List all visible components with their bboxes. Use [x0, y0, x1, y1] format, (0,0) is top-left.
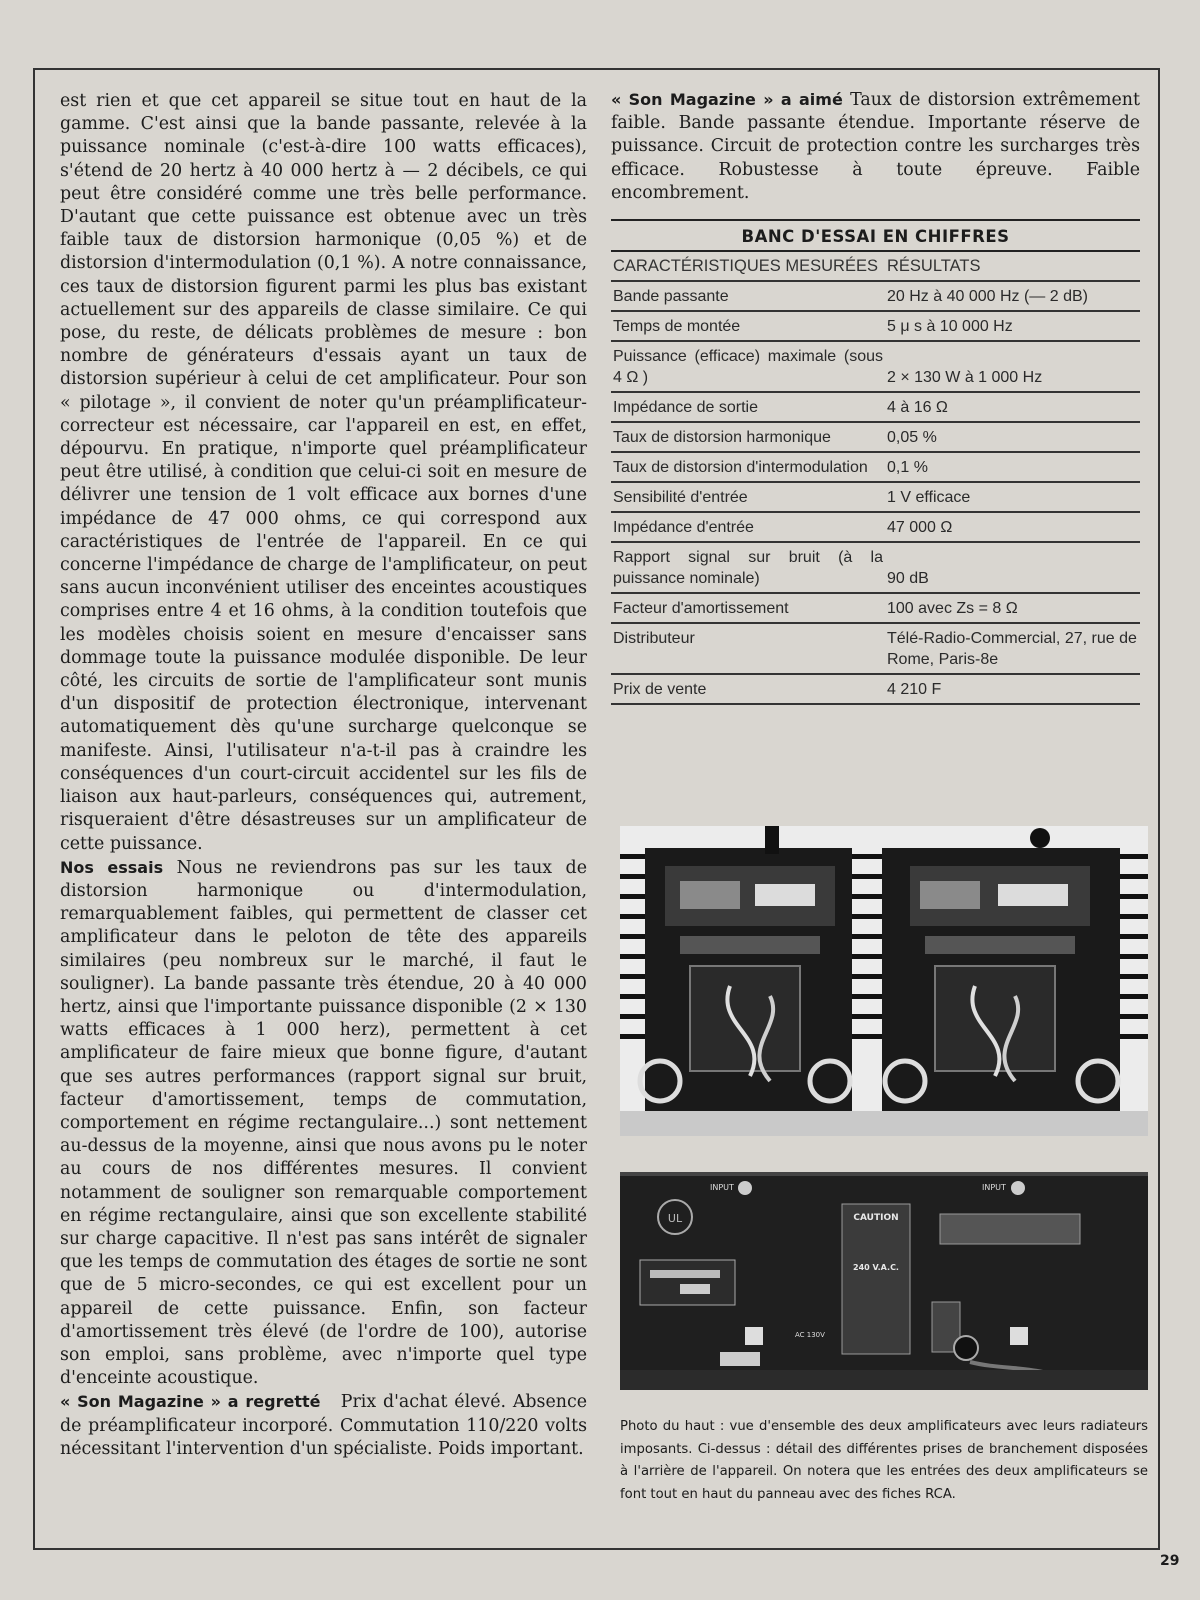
bench-label: Impédance de sortie: [611, 392, 885, 422]
article-paragraph: est rien et que cet appareil se situe tout en haut de la gamme. C'est ainsi que la bande passante, relevée à la puissance nominale (c'est-à-dire 100 watts efficaces), s'étend de 20 hertz à 40 000 hertz à — 2 décibels, ce qui peut être considéré comme une très belle performance. D'autant que cette puissance est obtenue avec un très faible taux de distorsion harmonique (0,05 %) et de distorsion d'intermodulation (0,1 %). A notre connaissance, ces taux de distorsion figurent parmi les plus bas existant actuellement sur des appareils de classe similaire. Ce qui pose, du reste, de délicats problèmes de mesure : bon nombre de générateurs d'essais ayant un taux de distorsion supérieur à celui de cet amplificateur. Pour son « pilotage », il convient de noter qu'un préamplificateur-correcteur est nécessaire, car l'appareil en est, en effet, dépourvu. En pratique, n'importe quel préamplificateur peut être utilisé, à condition que celui-ci soit en mesure de délivrer une tension de 1 volt efficace aux bornes d'une impédance de 47 000 ohms, ce qui correspond aux caractéristiques de l'entrée de l'appareil. En ce qui concerne l'impédance de charge de l'amplificateur, on peut sans aucun inconvénient utiliser des enceintes acoustiques comprises entre 4 et 16 ohms, à la condition toutefois que les modèles choisis soient en mesure d'encaisser sans dommage toute la puissance modulée disponible. De leur côté, les circuits de sortie de l'amplificateur sont munis d'un dispositif de protection électronique, intervenant automatiquement dès qu'une surcharge quelconque se manifeste. Ainsi, l'utilisateur n'a-t-il pas à craindre les conséquences d'un court-circuit accidentel sur les fils de liaison aux haut-parleurs, conséquences qui, autrement, risqueraient d'être désastreuses sur un amplificateur de cette puissance.: [60, 91, 587, 854]
right-column: [611, 88, 1140, 705]
bench-label: Rapport signal sur bruit (à la puissance nominale): [611, 542, 885, 593]
bench-row: [611, 452, 1140, 482]
page-number: 29: [1160, 1553, 1180, 1569]
bench-row: [611, 311, 1140, 341]
bench-row: [611, 392, 1140, 422]
regrette-label: « Son Magazine » a regretté: [60, 1392, 321, 1412]
bench-label: Bande passante: [611, 281, 885, 311]
amplifiers-photo: [620, 826, 1148, 1136]
bench-title: BANC D'ESSAI EN CHIFFRES: [611, 219, 1140, 252]
rating-label-left: AC 130V: [795, 1331, 825, 1339]
bench-row: [611, 482, 1140, 512]
bench-row: [611, 674, 1140, 704]
photo-caption: Photo du haut : vue d'ensemble des deux amplificateurs avec leurs radiateurs imposants. Ci-dessus : détail des différentes prises de branchement disposées à l'arrière de l'appareil. On notera que les entrées des deux amplificateurs se font tout en haut du panneau avec des fiches RCA.: [620, 1419, 1148, 1502]
bench-value: 90 dB: [885, 542, 1140, 593]
bench-label: Impédance d'entrée: [611, 512, 885, 542]
bench-value: 1 V efficace: [885, 482, 1140, 512]
bench-value: 47 000 Ω: [885, 512, 1140, 542]
bench-header-row: [611, 252, 1140, 281]
input-label-right: INPUT: [982, 1183, 1006, 1192]
caution-label: CAUTION: [853, 1213, 899, 1223]
bench-row: [611, 512, 1140, 542]
bench-label: Puissance (efficace) maximale (sous 4 Ω ): [611, 341, 885, 392]
aime-label: « Son Magazine » a aimé: [611, 90, 843, 109]
bench-value: 100 avec Zs = 8 Ω: [885, 593, 1140, 623]
left-column: [60, 90, 587, 1461]
regrette-paragraph: [60, 1390, 587, 1461]
bench-value: 0,05 %: [885, 422, 1140, 452]
bench-value: Télé-Radio-Commercial, 27, rue de Rome, Paris-8e: [885, 623, 1140, 674]
bench-value: 4 210 F: [885, 674, 1140, 704]
bench-row: [611, 281, 1140, 311]
bench-value: 20 Hz à 40 000 Hz (— 2 dB): [885, 281, 1140, 311]
ul-mark: UL: [667, 1212, 683, 1225]
bench-label: Temps de montée: [611, 311, 885, 341]
bench-header-results: RÉSULTATS: [885, 252, 1140, 281]
essais-label: Nos essais: [60, 857, 164, 877]
bench-value: 5 μ s à 10 000 Hz: [885, 311, 1140, 341]
bench-label: Facteur d'amortissement: [611, 593, 885, 623]
bench-row: [611, 422, 1140, 452]
bench-label: Taux de distorsion harmonique: [611, 422, 885, 452]
bench-value: 0,1 %: [885, 452, 1140, 482]
back-panel-illustration: [620, 1172, 1148, 1390]
bench-header-characteristics: CARACTÉRISTIQUES MESURÉES: [611, 252, 885, 281]
bench-label: Distributeur: [611, 623, 885, 674]
bench-label: Taux de distorsion d'intermodulation: [611, 452, 885, 482]
bench-label: Sensibilité d'entrée: [611, 482, 885, 512]
bench-value: 4 à 16 Ω: [885, 392, 1140, 422]
back-panel-photo: [620, 1172, 1148, 1390]
input-label-left: INPUT: [710, 1183, 734, 1192]
bench-row: [611, 341, 1140, 392]
bench-label: Prix de vente: [611, 674, 885, 704]
essais-text: Nous ne reviendrons pas sur les taux de distorsion harmonique ou d'intermodulation, remarquablement faibles, qui permettent de classer cet amplificateur dans le peloton de tête des appareils similaires (peu nombreux sur le marché, il faut le souligner). La bande passante très étendue, 20 à 40 000 hertz, ainsi que l'importante puissance disponible (2 × 130 watts efficaces à 1 000 herz), permettent à cet amplificateur de faire mieux que bonne figure, d'autant que ses autres performances (rapport signal sur bruit, facteur d'amortissement, temps de commutation, comportement en régime rectangulaire...) sont nettement au-dessus de la moyenne, ainsi que nous avons pu le noter au cours de nos différentes mesures. Il convient notamment de souligner son remarquable comportement en régime rectangulaire, ainsi que son excellente stabilité sur charge capacitive. Il n'est pas sans intérêt de signaler que les temps de commutation des étages de sortie ne sont que de 5 micro-secondes, ce qui est excellent pour un appareil de cette puissance. Enfin, son facteur d'amortissement très élevé (de l'ordre de 100), autorise son emploi, sans problème, avec n'importe quel type d'enceinte acoustique.: [60, 857, 587, 1389]
bench-table: [611, 252, 1140, 705]
regrette-text: Prix d'achat élevé. Absence de préamplificateur incorporé. Commutation 110/220 volts nécessitant l'intervention d'un spécialiste. Poids important.: [60, 1392, 587, 1459]
essais-paragraph: [60, 856, 587, 1391]
amplifiers-illustration: [620, 826, 1148, 1136]
voltage-plaque: 240 V.A.C.: [853, 1263, 899, 1272]
bench-row: [611, 623, 1140, 674]
aime-text: Taux de distorsion extrêmement faible. Bande passante étendue. Importante réserve de puissance. Circuit de protection contre les surcharges très efficace. Robustesse à toute épreuve. Faible encombrement.: [611, 90, 1140, 203]
bench-value: 2 × 130 W à 1 000 Hz: [885, 341, 1140, 392]
aime-paragraph: [611, 88, 1140, 205]
bench-row: [611, 542, 1140, 593]
bench-row: [611, 593, 1140, 623]
